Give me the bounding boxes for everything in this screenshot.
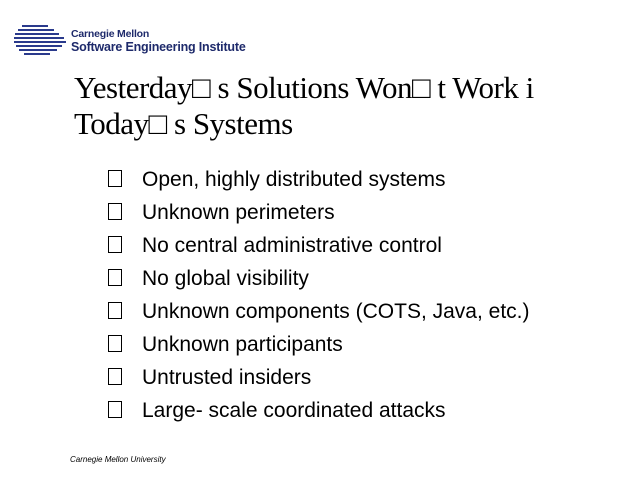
bullet-text: No global visibility (142, 267, 309, 290)
globe-stripes-icon (14, 24, 68, 56)
bullet-list (106, 168, 616, 432)
bullet-box-icon (108, 236, 122, 253)
bullet-box-icon (108, 170, 122, 187)
bullet-text: No central administrative control (142, 234, 442, 257)
bullet-item (106, 399, 616, 423)
logo-org-name: Carnegie Mellon (71, 28, 150, 40)
title-line-2: Today□ s Systems (74, 106, 293, 141)
bullet-box-icon (108, 368, 122, 385)
footer-text: Carnegie Mellon University (70, 455, 166, 464)
bullet-text: Unknown participants (142, 333, 343, 356)
bullet-text: Untrusted insiders (142, 366, 312, 389)
bullet-item (106, 267, 616, 291)
sei-logo (14, 24, 254, 58)
title-line-1: Yesterday□ s Solutions Won□ t Work i (74, 70, 534, 105)
bullet-item (106, 201, 616, 225)
bullet-text: Large- scale coordinated attacks (142, 399, 446, 422)
slide-title (74, 70, 634, 142)
bullet-box-icon (108, 335, 122, 352)
bullet-item (106, 168, 616, 192)
bullet-box-icon (108, 401, 122, 418)
bullet-item (106, 234, 616, 258)
bullet-text: Unknown perimeters (142, 201, 335, 224)
logo-institute-name: Software Engineering Institute (71, 40, 246, 54)
bullet-box-icon (108, 302, 122, 319)
bullet-text: Open, highly distributed systems (142, 168, 446, 191)
bullet-box-icon (108, 269, 122, 286)
bullet-item (106, 366, 616, 390)
bullet-text: Unknown components (COTS, Java, etc.) (142, 300, 530, 323)
bullet-item (106, 300, 616, 324)
bullet-box-icon (108, 203, 122, 220)
bullet-item (106, 333, 616, 357)
